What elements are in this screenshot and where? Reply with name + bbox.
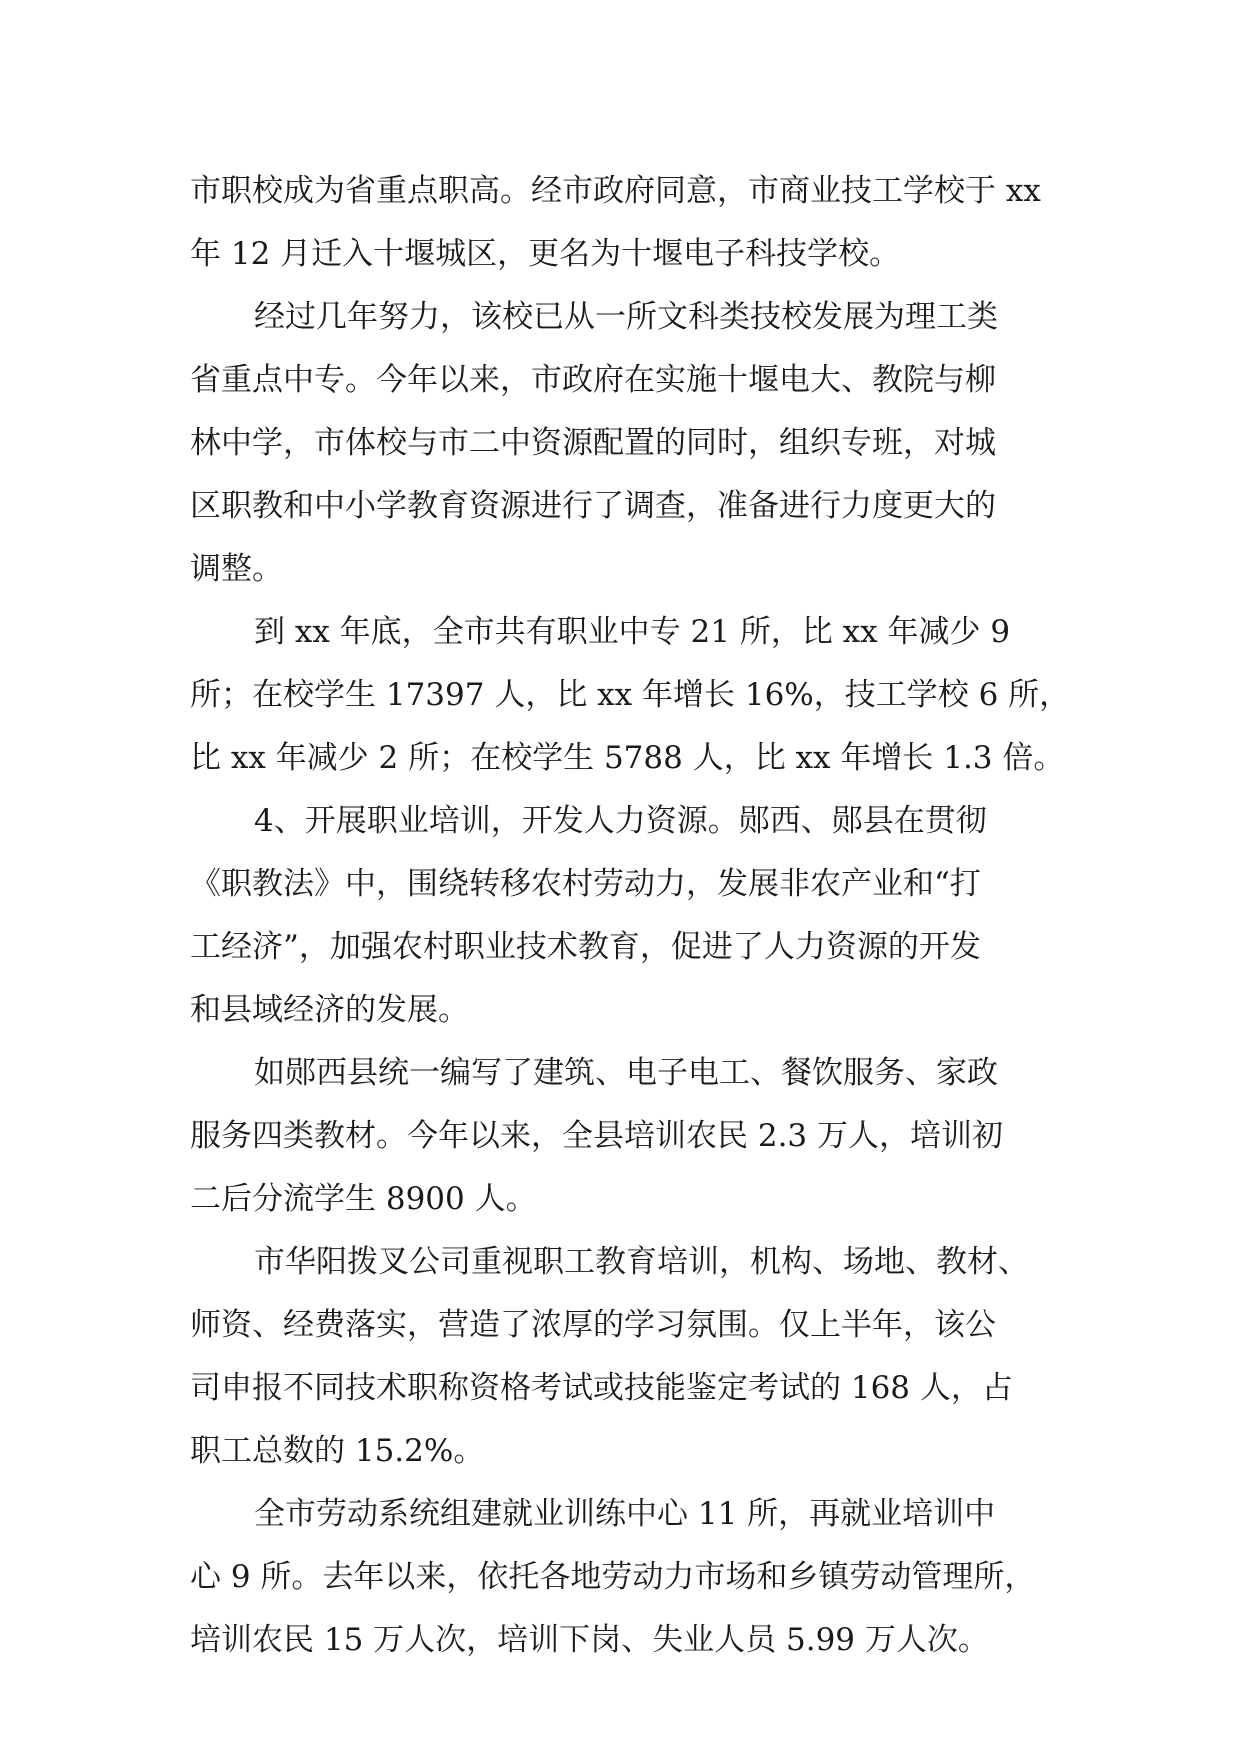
text-line: 司申报不同技术职称资格考试或技能鉴定考试的 168 人，占 <box>190 1370 1013 1406</box>
paragraph-2 <box>190 286 1060 601</box>
paragraph-7 <box>190 1483 1060 1672</box>
text-line: 区职教和中小学教育资源进行了调查，准备进行力度更大的 <box>190 488 996 524</box>
text-line: 比 xx 年减少 2 所；在校学生 5788 人，比 xx 年增长 1.3 倍。 <box>190 740 1065 776</box>
text-line: 市职校成为省重点职高。经市政府同意，市商业技工学校于 xx <box>190 173 1041 209</box>
text-line: 年 12 月迁入十堰城区，更名为十堰电子科技学校。 <box>190 236 901 272</box>
text-line: 师资、经费落实，营造了浓厚的学习氛围。仅上半年，该公 <box>190 1307 996 1343</box>
text-line: 所；在校学生 17397 人，比 xx 年增长 16%，技工学校 6 所， <box>190 677 1071 713</box>
paragraph-5 <box>190 1042 1060 1231</box>
paragraph-1 <box>190 160 1060 286</box>
text-line: 到 xx 年底，全市共有职业中专 21 所，比 xx 年减少 9 <box>254 614 1011 650</box>
text-line: 《职教法》中，围绕转移农村劳动力，发展非农产业和“打 <box>190 866 981 902</box>
paragraph-3 <box>190 601 1071 790</box>
text-line: 林中学，市体校与市二中资源配置的同时，组织专班，对城 <box>190 425 996 461</box>
text-line: 培训农民 15 万人次，培训下岗、失业人员 5.99 万人次。 <box>190 1622 989 1658</box>
document-body <box>190 160 1071 1672</box>
text-line: 如郧西县统一编写了建筑、电子电工、餐饮服务、家政 <box>254 1055 998 1091</box>
text-line: 服务四类教材。今年以来，全县培训农民 2.3 万人，培训初 <box>190 1118 1004 1154</box>
text-line: 工经济”，加强农村职业技术教育，促进了人力资源的开发 <box>190 929 981 965</box>
text-line: 经过几年努力，该校已从一所文科类技校发展为理工类 <box>254 299 998 335</box>
text-line: 省重点中专。今年以来，市政府在实施十堰电大、教院与柳 <box>190 362 996 398</box>
text-line: 4、开展职业培训，开发人力资源。郧西、郧县在贯彻 <box>254 803 987 839</box>
paragraph-6 <box>190 1231 1060 1483</box>
text-line: 市华阳拨叉公司重视职工教育培训，机构、场地、教材、 <box>254 1244 1029 1280</box>
text-line: 全市劳动系统组建就业训练中心 11 所，再就业培训中 <box>254 1496 996 1532</box>
text-line: 和县域经济的发展。 <box>190 992 469 1028</box>
text-line: 心 9 所。去年以来，依托各地劳动力市场和乡镇劳动管理所， <box>190 1559 1036 1595</box>
text-line: 调整。 <box>190 551 283 587</box>
text-line: 二后分流学生 8900 人。 <box>190 1181 537 1217</box>
paragraph-4 <box>190 790 1060 1042</box>
text-line: 职工总数的 15.2%。 <box>190 1433 485 1469</box>
